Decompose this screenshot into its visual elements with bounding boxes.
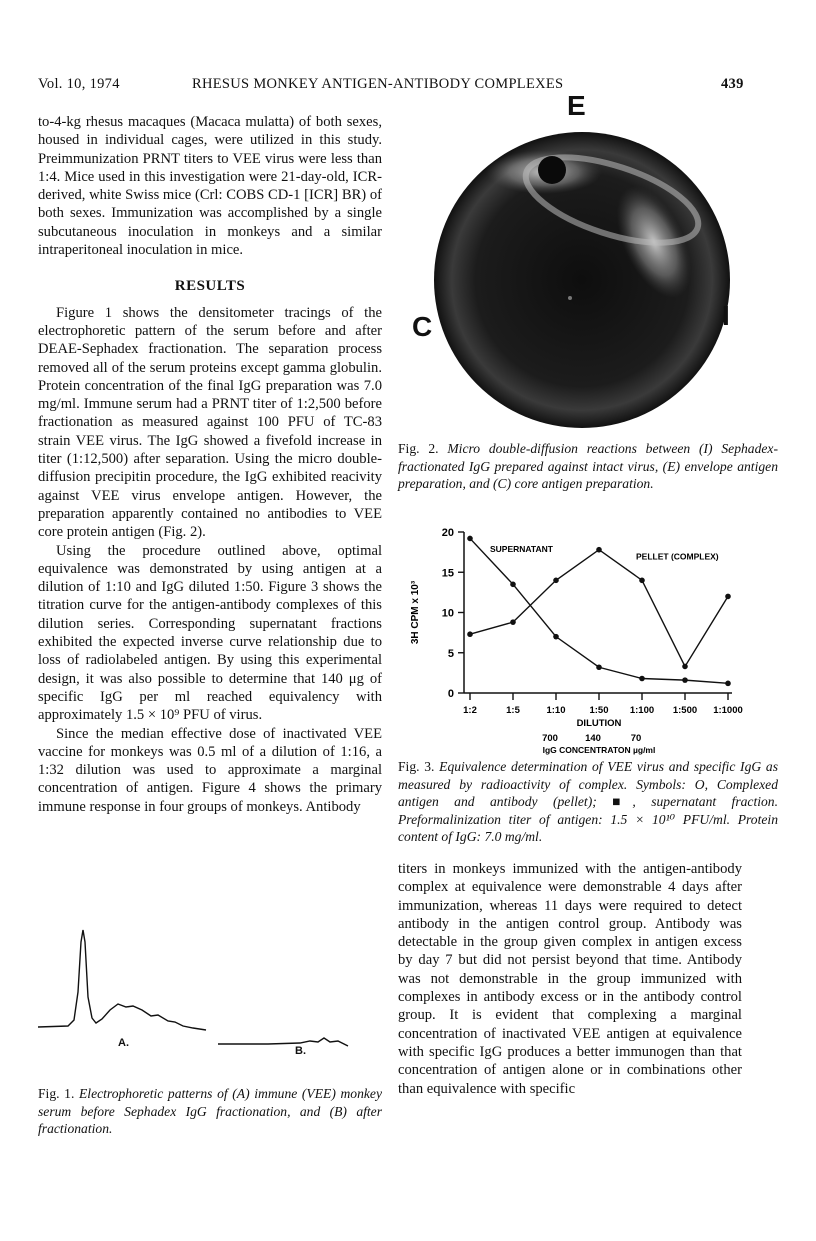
x-tick-label: 1:2 xyxy=(463,705,477,716)
fig2-caption-text: Micro double-diffusion reactions between (I) Sephadex-fractionated IgG prepared against intact virus, (E) envelope antigen preparation, and (C) core antigen preparation. xyxy=(398,441,778,491)
y-axis-label: 3H CPM x 10³ xyxy=(410,580,421,645)
fig1-label-a: A. xyxy=(118,1037,129,1049)
x-tick-label: 1:5 xyxy=(506,705,520,716)
conc-label: 700 xyxy=(542,733,558,744)
right-column xyxy=(398,860,742,1098)
figure-1-tracings xyxy=(38,922,383,1072)
data-point-0 xyxy=(725,681,731,687)
y-tick-label: 0 xyxy=(447,688,454,700)
data-point-0 xyxy=(553,634,559,640)
fig2-caption xyxy=(398,440,778,493)
running-title: RHESUS MONKEY ANTIGEN-ANTIBODY COMPLEXES xyxy=(192,76,564,92)
data-point-1 xyxy=(682,664,688,670)
y-tick-label: 15 xyxy=(441,567,454,580)
data-point-0 xyxy=(596,664,602,670)
fig3-caption xyxy=(398,758,778,846)
data-point-0 xyxy=(682,677,688,683)
series-label-supernatant: SUPERNATANT xyxy=(490,544,553,555)
paragraph-results-2: Using the procedure outlined above, optimal equivalence was demonstrated by using antigen at a dilution of 1:10 and IgG diluted 1:50. Figure 3 shows the titration curve for the antigen-antibody complexes of this dilution series. Corresponding supernatant fractions exhibited the expected inverse curve relationship due to loss of radiolabeled antigen. By using this experimental design, it was also possible to determine that 140 μg of specific IgG per ml reached equivalency with approximately 1.5 × 10⁹ PFU of virus. xyxy=(38,542,382,724)
fig2-label-i: I xyxy=(722,300,730,331)
data-point-0 xyxy=(510,582,516,588)
fig2-label-c: C xyxy=(412,311,433,342)
page-number: 439 xyxy=(721,76,744,92)
x-tick-label: 1:100 xyxy=(629,705,655,716)
x2-axis-label: IgG CONCENTRATON µg/ml xyxy=(542,745,656,755)
tracing-b xyxy=(218,1038,348,1046)
paragraph-results-1: Figure 1 shows the densitometer tracings of the electrophoretic pattern of the serum before and after DEAE-Sephadex fractionation. The separation process removed all of the serum proteins except gamma globulin. Protein concentration of the final IgG preparation was 7.0 mg/ml. Immune serum had a PRNT titer of 1:2,500 before fractionation as measured against 100 PFU of TC-83 strain VEE virus. The IgG showed a fivefold increase in titer (1:12,500) after separation. Using the micro double-diffusion precipitin procedure, the IgG exhibited reacivity against VEE virus envelope antigen. However, the preparation apparently contained no antibodies to VEE core protein antigen (Fig. 2). xyxy=(38,304,382,541)
paragraph-methods: to-4-kg rhesus macaques (Macaca mulatta) of both sexes, housed in individual cages, were utilized in this study. Preimmunization PRNT titers to VEE virus were less than 1:4. Mice used in this investigation were 21-day-old, ICR-derived, white Swiss mice (Crl: COBS CD-1 [ICR] BR) of both sexes. Immunization was accomplished by a single subcutaneous inoculation in monkeys and a similar intraperitoneal inoculation in mice. xyxy=(38,114,382,259)
series-label-pellet: PELLET (COMPLEX) xyxy=(636,551,719,562)
series-line-1 xyxy=(470,550,728,667)
fig1-caption-text: Electrophoretic patterns of (A) immune (VEE) monkey serum before Sephadex IgG fractionation, and (B) after fractionation. xyxy=(38,1086,382,1136)
x-axis-label: DILUTION xyxy=(576,718,622,729)
data-point-1 xyxy=(467,631,473,637)
x-tick-label: 1:50 xyxy=(589,705,609,716)
results-heading: RESULTS xyxy=(174,278,246,295)
figure-2-diffusion-photo xyxy=(432,120,732,430)
data-point-1 xyxy=(639,578,645,584)
figure-3-chart xyxy=(398,520,778,755)
journal-volume: Vol. 10, 1974 xyxy=(38,76,120,92)
data-point-1 xyxy=(510,619,516,625)
y-tick-label: 20 xyxy=(441,527,454,539)
fig2-label-e: E xyxy=(567,90,586,121)
data-point-1 xyxy=(596,547,602,553)
x-tick-label: 1:10 xyxy=(546,705,566,716)
conc-label: 140 xyxy=(585,733,601,744)
fig1-label-b: B. xyxy=(295,1045,306,1057)
tracing-a xyxy=(38,930,206,1030)
conc-label: 70 xyxy=(630,733,642,744)
fig1-caption-label: Fig. 1. xyxy=(38,1086,75,1101)
paragraph-right: titers in monkeys immunized with the antigen-antibody complex at equivalence were demonstrable 4 days after immunization, whereas 11 days were required to detect antibody in the antigen control group. Antibody was detectable in the group given complex in antigen excess by day 7 but did not persist beyond that time. Antibody was not demonstrable in the group immunized with complexes in antibody excess or in the antibody control group. It is evident that complexing a marginal concentration of inactivated VEE antigen at equivalence with specific IgG produces a better immunogen than that concentration of antigen alone or in combinations other than equivalence with specific xyxy=(398,861,742,1097)
y-tick-label: 5 xyxy=(447,647,454,660)
data-point-1 xyxy=(553,578,559,584)
x-tick-label: 1:1000 xyxy=(713,705,743,716)
paragraph-results-3: Since the median effective dose of inactivated VEE vaccine for monkeys was 0.5 ml of a dilution of 1:16, a 1:32 dilution was used to approximate a marginal concentration of antigen. Figure 4 shows the primary immune response in four groups of monkeys. Antibody xyxy=(38,725,382,815)
fig1-caption xyxy=(38,1085,382,1138)
y-tick-label: 10 xyxy=(441,607,454,620)
fig3-caption-text: Equivalence determination of VEE virus and specific IgG as measured by radioactivity of complex. Symbols: O, Complexed antigen and antibody (pellet); ■, supernatant fraction. Preformalinization titer of antigen: 1.5 × 10¹⁰ PFU/ml. Protein content of IgG: 7.0 mg/ml. xyxy=(398,759,778,844)
data-point-0 xyxy=(639,676,645,682)
well-e xyxy=(538,156,566,184)
fig2-caption-label: Fig. 2. xyxy=(398,441,439,456)
left-column xyxy=(38,113,382,816)
data-point-1 xyxy=(725,594,731,600)
x-tick-label: 1:500 xyxy=(672,705,698,716)
fig3-caption-label: Fig. 3. xyxy=(398,759,435,774)
data-point-0 xyxy=(467,536,473,542)
well-center xyxy=(568,296,572,300)
